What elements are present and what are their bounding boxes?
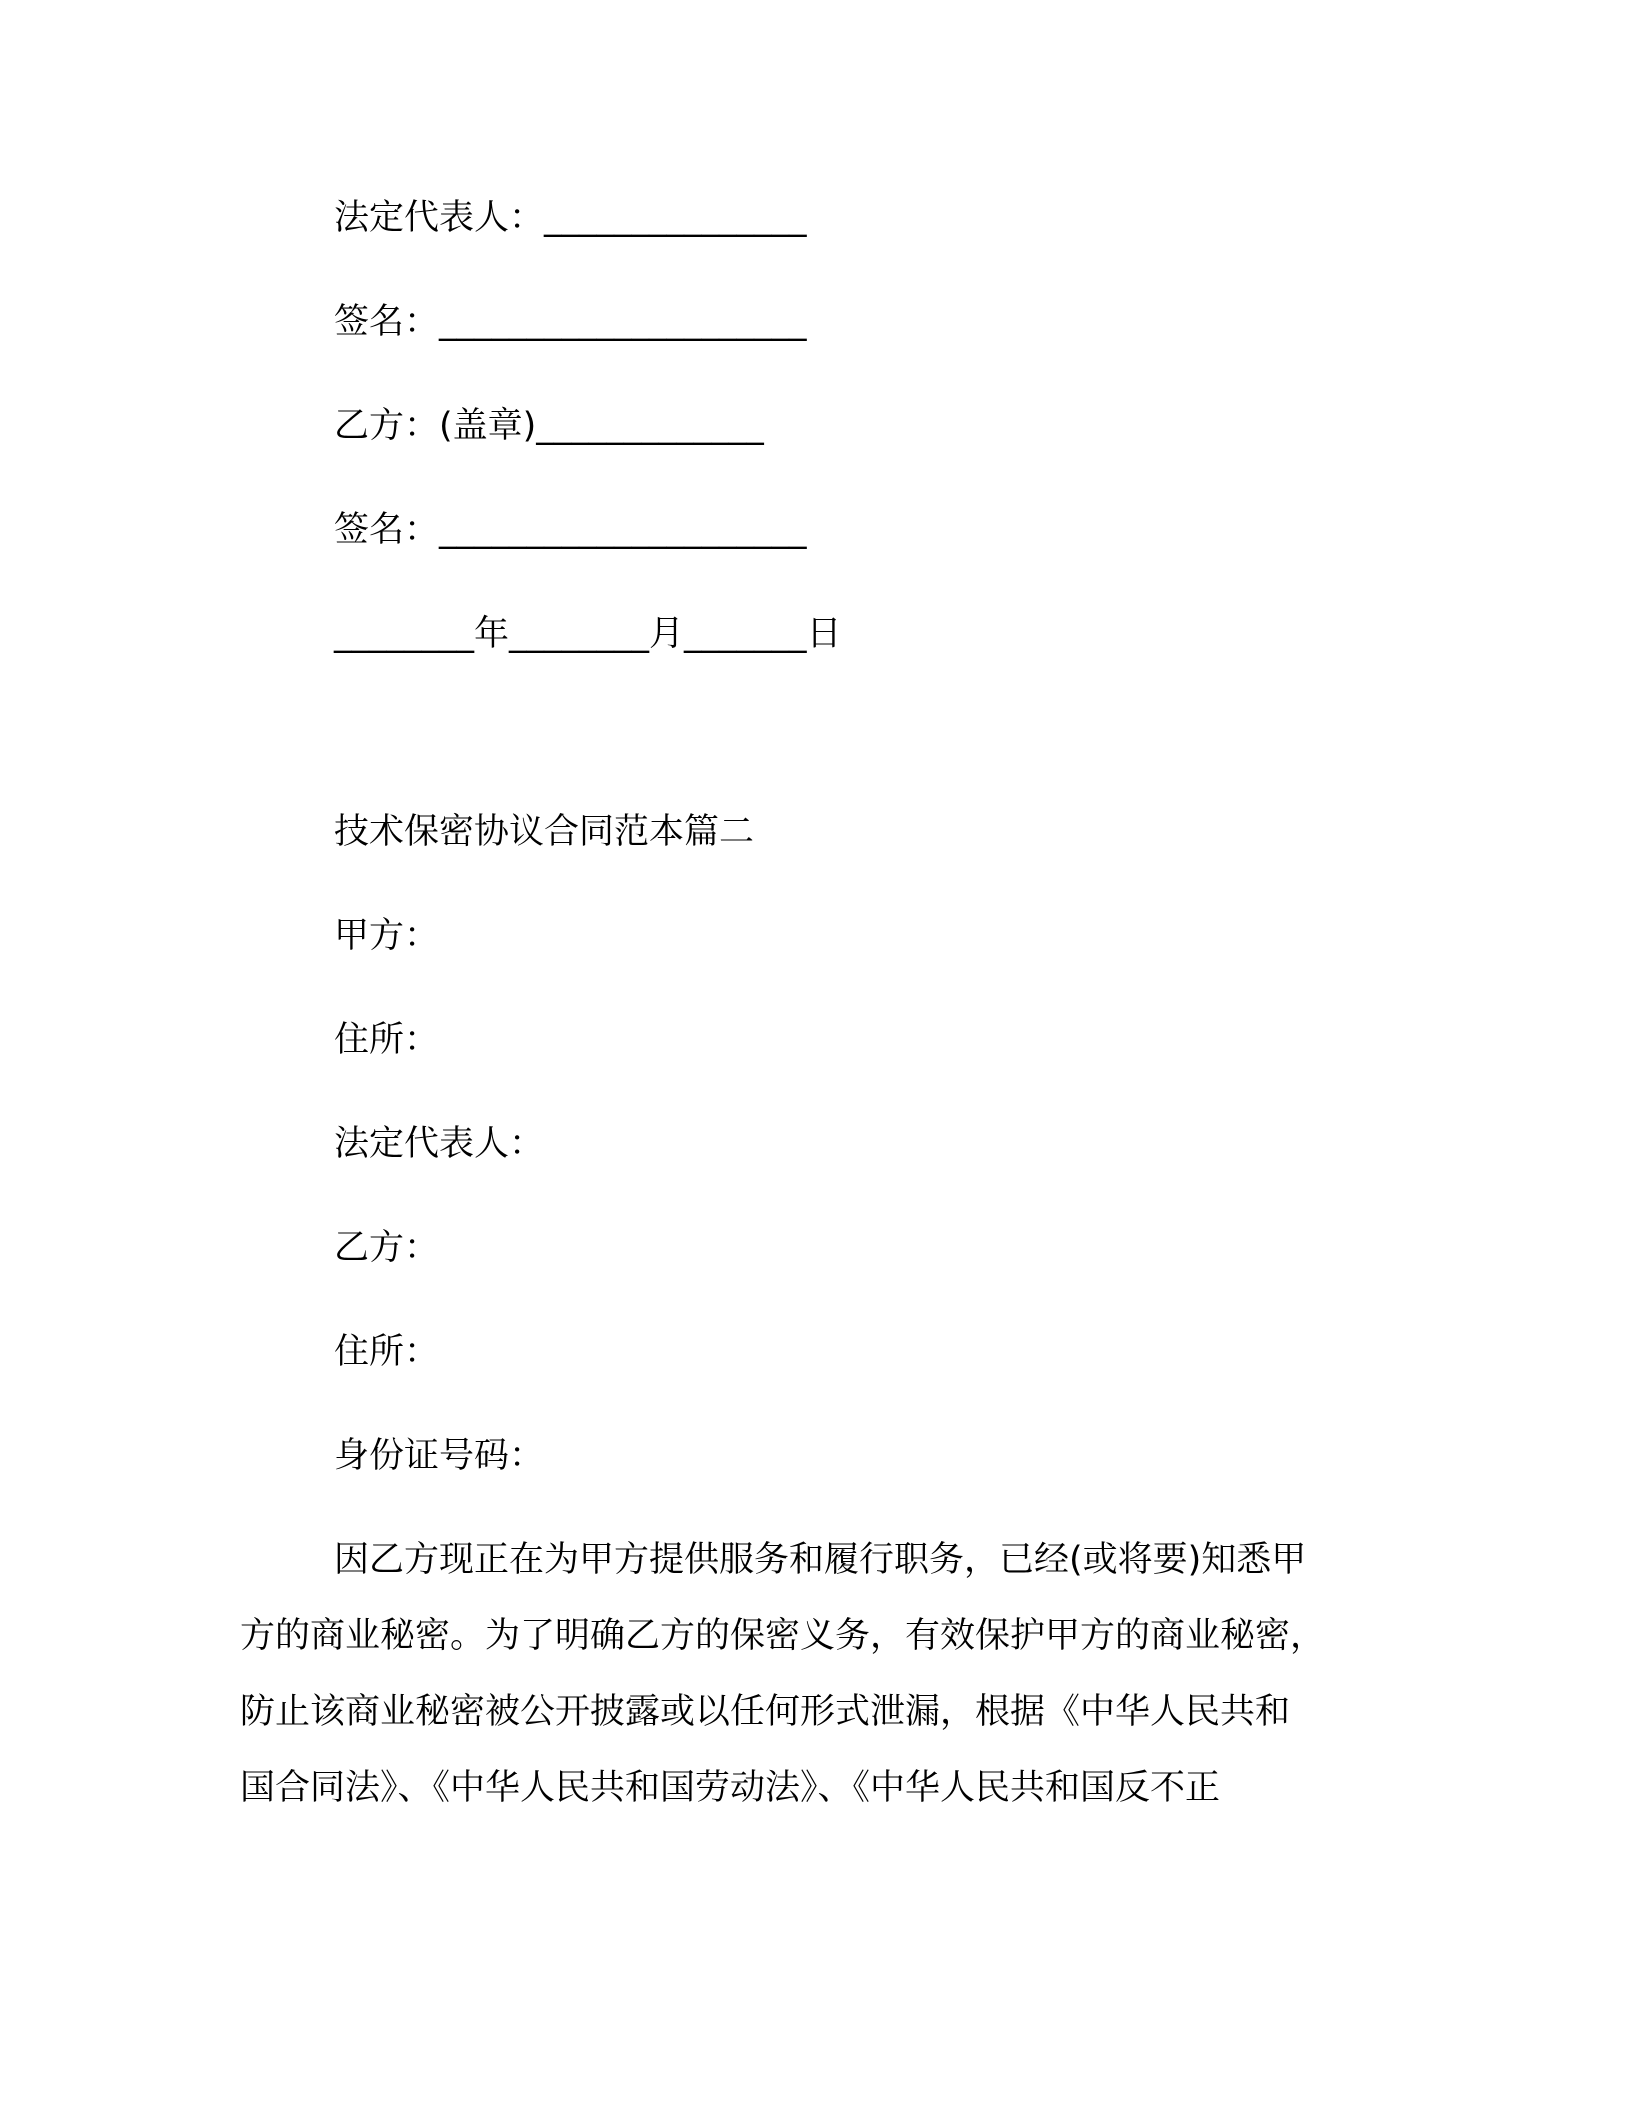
paragraph-line: 防止该商业秘密被公开披露或以任何形式泄漏，根据《中华人民共和 (240, 1692, 1291, 1732)
party-b-address-label: 住所： (334, 1332, 440, 1372)
party-b-seal-line: 乙方：(盖章)_____________ (334, 406, 764, 446)
paragraph-line: 因乙方现正在为甲方提供服务和履行职务，已经(或将要)知悉甲 (334, 1540, 1307, 1580)
legal-representative-line: 法定代表人：_______________ (334, 198, 807, 238)
legal-representative-label: 法定代表人： (334, 1124, 545, 1164)
signature-line-1: 签名：_____________________ (334, 302, 807, 342)
paragraph-line: 方的商业秘密。为了明确乙方的保密义务，有效保护甲方的商业秘密， (240, 1616, 1326, 1656)
party-a-address-label: 住所： (334, 1020, 440, 1060)
paragraph-line: 国合同法》、《中华人民共和国劳动法》、《中华人民共和国反不正 (240, 1768, 1221, 1808)
section-title: 技术保密协议合同范本篇二 (334, 812, 755, 852)
signature-line-2: 签名：_____________________ (334, 510, 807, 550)
party-b-label: 乙方： (334, 1228, 440, 1268)
party-a-label: 甲方： (334, 916, 440, 956)
date-line: ________年________月_______日 (334, 614, 842, 654)
id-number-label: 身份证号码： (334, 1436, 545, 1476)
